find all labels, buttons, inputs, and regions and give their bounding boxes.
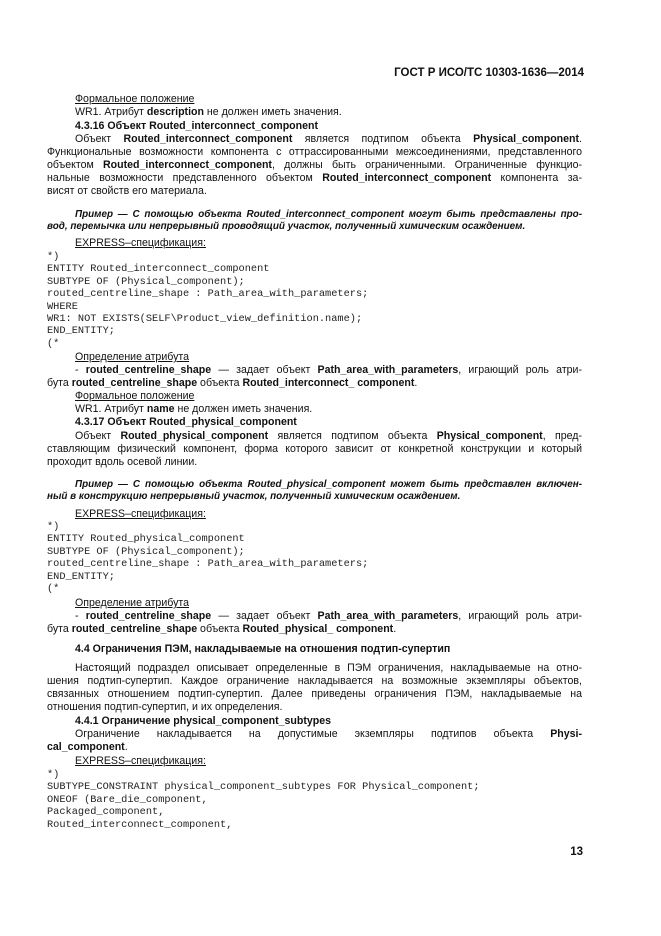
text-run: Объект <box>75 430 121 442</box>
code-line: *) <box>47 251 60 263</box>
bold-term: cal_component <box>47 741 125 753</box>
paragraph-line <box>47 377 582 390</box>
text-run: , должны быть ограниченными. Ограниченные функцио- <box>271 159 582 171</box>
formal-statement-heading: Формальное положение <box>75 390 195 402</box>
text-run: компонента за- <box>491 172 582 184</box>
paragraph-line: Настоящий подраздел описывает определенные в ПЭМ ограничения, накладываемые на отно- <box>75 662 582 674</box>
example-line: Пример — С помощью объекта Routed_physical_component может быть представлен включен- <box>75 479 582 490</box>
paragraph-line <box>75 728 582 741</box>
rule-wr1 <box>75 106 582 119</box>
code-line: WR1: NOT EXISTS(SELF\Product_view_definition.name); <box>47 313 363 325</box>
bold-term: routed_centreline_shape <box>71 377 198 389</box>
paragraph-line: связанных отношением подтип-супертип. Далее приведены ограничения ПЭМ, накладываемые на <box>47 688 582 700</box>
rule-wr1 <box>75 403 582 416</box>
code-line: routed_centreline_shape : Path_area_with_parameters; <box>47 288 369 301</box>
bold-term: Physical_component <box>473 133 580 145</box>
paragraph-line <box>75 364 582 377</box>
attribute-definition-heading: Определение атрибута <box>75 351 190 363</box>
code-line: ENTITY Routed_interconnect_component <box>47 263 270 276</box>
text-run: нальные возможности представленного объектом <box>47 172 323 184</box>
bold-term: Routed_interconnect_component <box>322 172 492 184</box>
paragraph-line <box>47 741 582 754</box>
bold-term: Physi- <box>550 728 582 740</box>
text-run: . <box>124 741 128 753</box>
text-run: Функциональные возможности компонента с оттрассированными межсоединениями, представленного <box>47 146 582 158</box>
formal-statement-heading: Формальное положение <box>75 93 195 105</box>
code-line: routed_centreline_shape : Path_area_with_parameters; <box>47 558 369 571</box>
code-line: ENTITY Routed_physical_component <box>47 533 245 546</box>
code-line: SUBTYPE OF (Physical_component); <box>47 545 245 558</box>
paragraph-line <box>75 133 582 146</box>
section-heading: 4.3.17 Объект Routed_physical_component <box>75 416 297 428</box>
section-heading: 4.3.16 Объект Routed_interconnect_component <box>75 120 319 132</box>
text-run: , играющий роль атри- <box>458 610 583 622</box>
bold-term: Routed_interconnect_component <box>103 159 272 171</box>
bold-term: Routed_interconnect_ component <box>242 377 415 389</box>
text-run: . <box>393 623 397 635</box>
code-line: *) <box>47 769 60 781</box>
attribute-definition-heading: Определение атрибута <box>75 597 190 609</box>
text-run: Объект <box>75 133 124 145</box>
text-run: , играющий роль атри- <box>458 364 583 376</box>
code-line: (* <box>47 583 60 595</box>
code-line: Packaged_component, <box>47 806 165 819</box>
paragraph-line <box>75 430 582 443</box>
code-line: *) <box>47 521 60 533</box>
example-line: ный в конструкцию непрерывный участок, полученный химическим осаждением. <box>47 491 461 502</box>
section-heading: 4.4 Ограничения ПЭМ, накладываемые на отношения подтип-супертип <box>75 643 451 655</box>
bold-term: name <box>146 403 175 415</box>
text-run: — задает объект <box>211 364 318 376</box>
document-header: ГОСТ Р ИСО/ТС 10303-1636—2014 <box>394 67 584 79</box>
text-run: является подтипом объекта <box>268 430 437 442</box>
express-spec-label: EXPRESS–спецификация: <box>75 508 206 520</box>
text-run: объекта <box>197 377 243 389</box>
text-run: объектом <box>47 159 104 171</box>
bold-term: Routed_physical_component <box>120 430 269 442</box>
paragraph-line <box>47 623 582 636</box>
subsection-heading: 4.4.1 Ограничение physical_component_subtypes <box>75 715 331 727</box>
bold-term: routed_centreline_shape <box>85 610 212 622</box>
bold-term: Routed_interconnect_component <box>123 133 293 145</box>
paragraph-line: ставляющим физический компонент, форма которого зависит от конкретной конструкции и который <box>47 443 582 455</box>
text-run: висят от свойств его материала. <box>47 185 207 197</box>
text-run: бута <box>47 377 72 389</box>
paragraph-line: шения подтип-супертип. Каждое ограничение накладывается на возможные экземпляры объектов, <box>47 675 582 687</box>
text-run: WR1. Атрибут <box>75 106 147 118</box>
code-line: SUBTYPE_CONSTRAINT physical_component_subtypes FOR Physical_component; <box>47 781 480 794</box>
code-line: SUBTYPE OF (Physical_component); <box>47 275 245 288</box>
text-run: — задает объект <box>211 610 318 622</box>
text-run: , пред- <box>542 430 582 442</box>
page-number: 13 <box>570 846 583 858</box>
paragraph-line <box>47 185 554 198</box>
text-run: не должен иметь значения. <box>203 106 342 118</box>
text-run: . <box>414 377 418 389</box>
paragraph-line <box>47 172 582 185</box>
text-run: WR1. Атрибут <box>75 403 147 415</box>
bold-term: routed_centreline_shape <box>71 623 198 635</box>
text-run: не должен иметь значения. <box>174 403 313 415</box>
example-line: вод, перемычка или непрерывный проводящий участок, полученный химическим осаждением. <box>47 221 526 232</box>
bold-term: Routed_physical_ component <box>242 623 394 635</box>
code-line: END_ENTITY; <box>47 325 115 338</box>
text-run: . <box>579 133 582 145</box>
paragraph-line <box>75 610 582 623</box>
bold-term: routed_centreline_shape <box>85 364 212 376</box>
paragraph-line: отношения подтип-супертип, и их определения. <box>47 701 283 713</box>
bold-term: Path_area_with_parameters <box>317 610 459 622</box>
code-line: (* <box>47 337 60 350</box>
bold-term: Path_area_with_parameters <box>317 364 459 376</box>
paragraph-line: проходит вдоль осевой линии. <box>47 456 198 468</box>
paragraph-line <box>47 146 582 159</box>
bold-term: Physical_component <box>436 430 543 442</box>
example-line: Пример — С помощью объекта Routed_interconnect_component могут быть представлены про- <box>75 209 582 220</box>
text-run: Ограничение накладывается на допустимые экземпляры подтипов объекта <box>75 728 551 740</box>
text-run: - <box>75 610 86 622</box>
text-run: является подтипом объекта <box>292 133 474 145</box>
bold-term: description <box>146 106 204 118</box>
code-line: END_ENTITY; <box>47 570 115 583</box>
text-run: объекта <box>197 623 243 635</box>
text-run: бута <box>47 623 72 635</box>
paragraph-line <box>47 159 582 172</box>
express-spec-label: EXPRESS–спецификация: <box>75 755 206 767</box>
code-line: Routed_interconnect_component, <box>47 818 233 831</box>
text-run: - <box>75 364 86 376</box>
express-spec-label: EXPRESS–спецификация: <box>75 237 206 249</box>
code-line: WHERE <box>47 300 78 313</box>
code-line: ONEOF (Bare_die_component, <box>47 793 208 806</box>
